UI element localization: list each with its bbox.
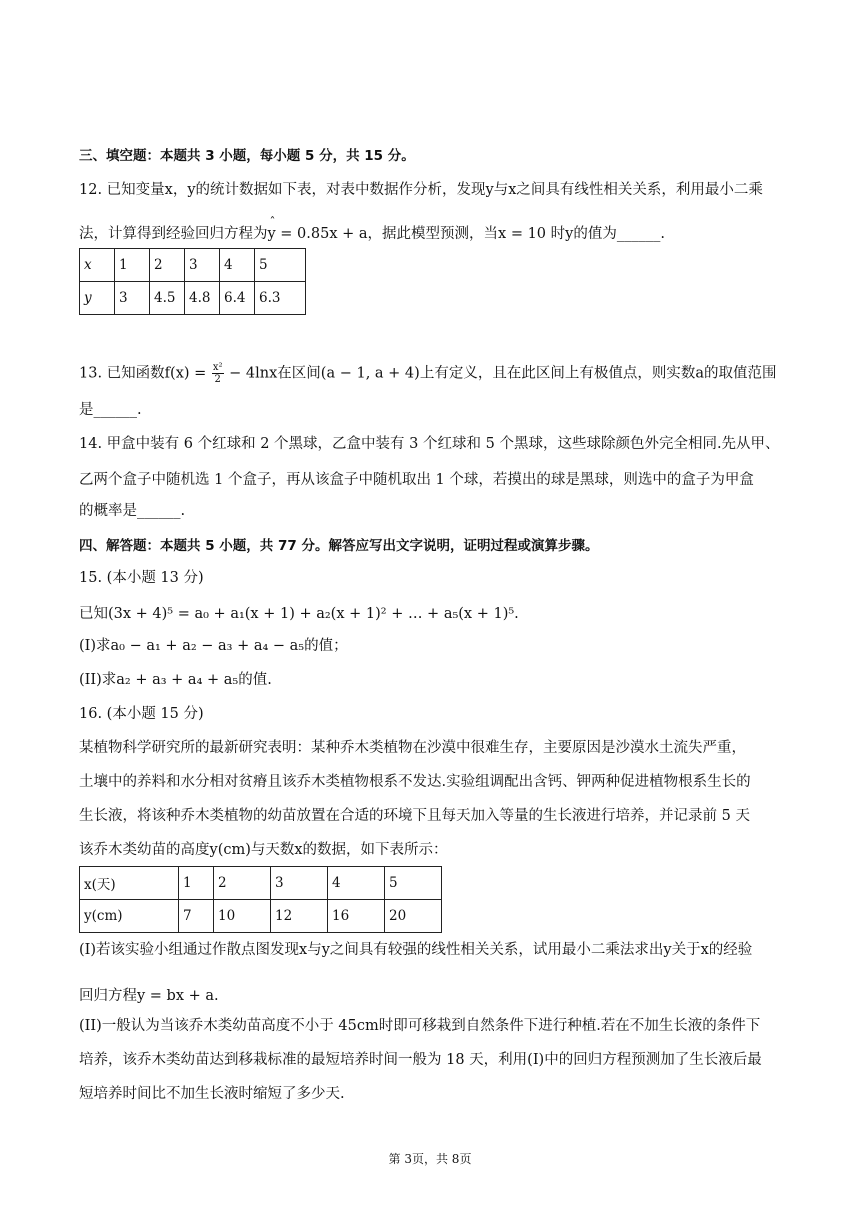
table-cell: y(cm) [80, 900, 179, 933]
table-cell: 20 [385, 900, 442, 933]
q13-line2: 是______. [79, 402, 142, 418]
q15-part2: (II)求a₂ + a₃ + a₄ + a₅的值. [79, 672, 272, 688]
q12-line2-b: ˆ y = 0.85x + a，据此模型预测，当x = 10 时y的值为______. [268, 224, 665, 244]
table-cell: 2 [214, 867, 271, 900]
q16-paragraph-line1: 某植物科学研究所的最新研究表明：某种乔木类植物在沙漠中很难生存，主要原因是沙漠水土流失严重， [79, 740, 746, 756]
q13-line1-b: − 4lnx在区间(a − 1, a + 4)上有定义，且在此区间上有极值点，则实数a的取值范围 [224, 365, 777, 382]
q15-part1: (I)求a₀ − a₁ + a₂ − a₃ + a₄ − a₅的值； [79, 638, 348, 654]
table-row [80, 867, 442, 900]
table-cell: 3 [185, 249, 220, 282]
table-cell: 4 [328, 867, 385, 900]
fraction-denominator: 2 [214, 374, 221, 385]
q16-part1-line1: (I)若该实验小组通过作散点图发现x与y之间具有较强的线性相关关系，试用最小二乘法求出y关于x的经验 [79, 942, 753, 958]
table-row [80, 282, 306, 315]
fraction-numerator: x² [212, 362, 223, 373]
table-cell: 3 [115, 282, 150, 315]
q14-line3: 的概率是______. [79, 503, 186, 519]
q12-table [79, 248, 306, 315]
page-footer: 第 3页，共 8页 [388, 1152, 472, 1166]
table-cell: 4 [220, 249, 255, 282]
table-row [80, 900, 442, 933]
q14-line1: 14. 甲盒中装有 6 个红球和 2 个黑球，乙盒中装有 3 个红球和 5 个黑球，这些球除颜色外完全相同.先从甲、 [79, 436, 780, 452]
table-cell: 4.5 [150, 282, 185, 315]
q16-paragraph-line3: 生长液，将该种乔木类植物的幼苗放置在合适的环境下且每天加入等量的生长液进行培养，并记录前 5 天 [79, 808, 750, 824]
q13-line1-a: 13. 已知函数f(x) = [79, 365, 211, 382]
table-cell: 7 [179, 900, 214, 933]
q16-part2-line2: 培养，该乔木类幼苗达到移栽标准的最短培养时间一般为 18 天，利用(I)中的回归方程预测加了生长液后最 [79, 1052, 762, 1068]
q12-line1: 12. 已知变量x，y的统计数据如下表，对表中数据作分析，发现y与x之间具有线性相关关系，利用最小二乘 [79, 182, 763, 198]
q12-line2-a: 法，计算得到经验回归方程为 [79, 226, 268, 242]
q13-fraction [212, 362, 224, 385]
table-cell: 12 [271, 900, 328, 933]
table-cell: 16 [328, 900, 385, 933]
table-cell: 6.3 [255, 282, 306, 315]
table-cell: 4.8 [185, 282, 220, 315]
q15-title: 15. (本小题 13 分) [79, 570, 204, 586]
q16-part2-line3: 短培养时间比不加生长液时缩短了多少天. [79, 1086, 345, 1102]
table-cell: 2 [150, 249, 185, 282]
table-cell: 5 [255, 249, 306, 282]
q12-line2 [79, 224, 665, 244]
table-cell: y [80, 282, 115, 315]
section3-heading: 三、填空题：本题共 3 小题，每小题 5 分，共 15 分。 [79, 148, 415, 164]
q16-paragraph-line2: 土壤中的养料和水分相对贫瘠且该乔木类植物根系不发达.实验组调配出含钙、钾两种促进植物根系生长的 [79, 774, 751, 790]
q16-title: 16. (本小题 15 分) [79, 706, 204, 722]
q13-line1 [79, 362, 776, 385]
table-cell: 5 [385, 867, 442, 900]
q16-table [79, 866, 442, 933]
q14-line2: 乙两个盒子中随机选 1 个盒子，再从该盒子中随机取出 1 个球，若摸出的球是黑球，则选中的盒子为甲盒 [79, 472, 754, 488]
section4-heading: 四、解答题：本题共 5 小题，共 77 分。解答应写出文字说明，证明过程或演算步骤。 [79, 538, 599, 554]
q16-paragraph-line4: 该乔木类幼苗的高度y(cm)与天数x的数据，如下表所示： [79, 842, 448, 858]
table-cell: 1 [179, 867, 214, 900]
table-cell: x [80, 249, 115, 282]
table-cell: 6.4 [220, 282, 255, 315]
table-cell: 1 [115, 249, 150, 282]
q15-given: 已知(3x + 4)⁵ = a₀ + a₁(x + 1) + a₂(x + 1)² + … + a₅(x + 1)⁵. [79, 606, 519, 622]
table-cell: 3 [271, 867, 328, 900]
table-cell: 10 [214, 900, 271, 933]
table-cell: x(天) [80, 867, 179, 900]
q16-part1-line2: 回归方程y = bx + a. [79, 988, 219, 1004]
q16-part2-line1: (II)一般认为当该乔木类幼苗高度不小于 45cm时即可移栽到自然条件下进行种植.若在不加生长液的条件下 [79, 1018, 761, 1034]
table-row [80, 249, 306, 282]
